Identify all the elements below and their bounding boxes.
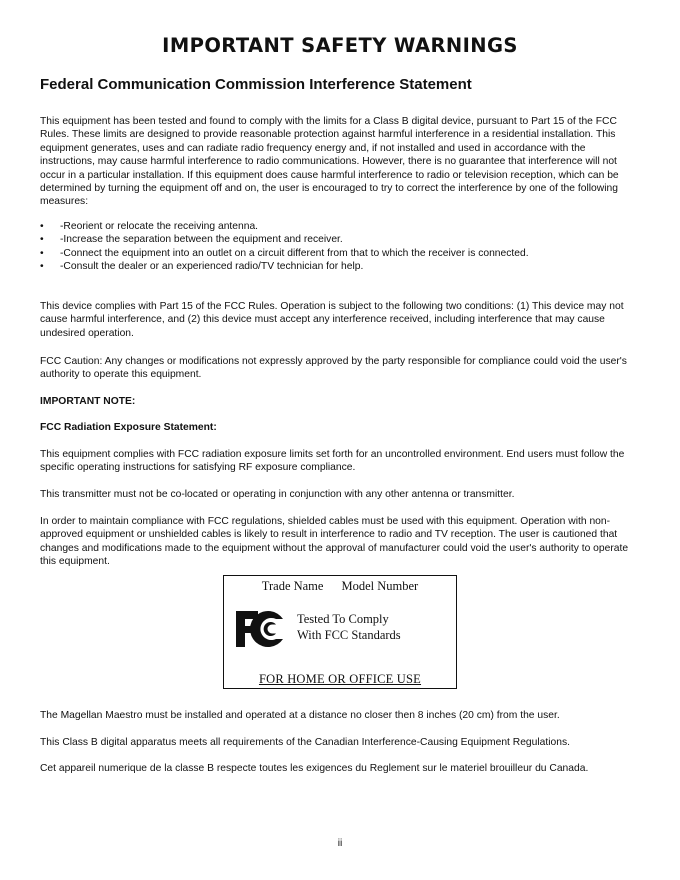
list-item [40, 233, 640, 246]
page-title: IMPORTANT SAFETY WARNINGS [162, 34, 518, 57]
important-note-heading: IMPORTANT NOTE: [40, 396, 136, 407]
paragraph-fcc-caution: FCC Caution: Any changes or modifications not expressly approved by the party responsible for compliance could void the user's authority to operate this equipment. [40, 356, 627, 381]
tested-line-2: With FCC Standards [297, 628, 401, 642]
fcc-tested-statement [297, 611, 401, 643]
list-item [40, 220, 640, 233]
bullet-icon: • [40, 221, 44, 232]
model-number-label: Model Number [341, 579, 419, 593]
list-item-text: -Connect the equipment into an outlet on a circuit different from that to which the receiver is connected. [60, 247, 529, 259]
fcc-logo-icon [236, 609, 284, 649]
fcc-logo-mark [236, 611, 283, 647]
paragraph-colocation: This transmitter must not be co-located or operating in conjunction with any other antenna or transmitter. [40, 489, 515, 500]
list-item [40, 247, 640, 260]
paragraph-shielded-cables: In order to maintain compliance with FCC regulations, shielded cables must be used with this equipment. Operation with non-approved equipment or unshielded cables is likely to result in interference to radio and TV reception. The user is cautioned that changes and modifications made to the equipment without the approval of manufacturer could void the user's authority to operate this equipment. [40, 516, 629, 568]
page-number: ii [337, 838, 343, 849]
trade-name-label: Trade Name [261, 579, 324, 593]
bullet-icon: • [40, 234, 44, 246]
paragraph-canada-french: Cet appareil numerique de la classe B respecte toutes les exigences du Reglement sur le materiel brouilleur du Canada. [40, 763, 589, 774]
list-item [40, 260, 640, 273]
paragraph-distance: The Magellan Maestro must be installed and operated at a distance no closer then 8 inches (20 cm) from the user. [40, 710, 560, 721]
bullet-icon: • [40, 247, 44, 259]
bullet-icon: • [40, 261, 44, 273]
measures-list [40, 220, 640, 274]
list-item-text: -Consult the dealer or an experienced radio/TV technician for help. [60, 261, 364, 273]
home-office-use-label: FOR HOME OR OFFICE USE [258, 672, 422, 686]
paragraph-radiation-exposure: This equipment complies with FCC radiation exposure limits set forth for an uncontrolled environment. End users must follow the specific operating instructions for satisfying RF exposure compliance. [40, 449, 625, 474]
fcc-compliance-label [223, 575, 457, 689]
fcc-label-header [224, 579, 456, 594]
section-heading-fcc-interference: Federal Communication Commission Interference Statement [40, 76, 472, 93]
list-item-text: -Increase the separation between the equipment and receiver. [60, 234, 343, 246]
paragraph-part15: This device complies with Part 15 of the FCC Rules. Operation is subject to the following two conditions: (1) This device may not cause harmful interference, and (2) this device must accept any interference received, including interference that may cause undesired operation. [40, 301, 624, 339]
tested-line-1: Tested To Comply [297, 612, 389, 626]
radiation-exposure-heading: FCC Radiation Exposure Statement: [40, 422, 217, 433]
paragraph-intro: This equipment has been tested and found to comply with the limits for a Class B digital device, pursuant to Part 15 of the FCC Rules. These limits are designed to provide reasonable protection against harmful interference in a residential installation. This equipment generates, uses and can radiate radio frequency energy and, if not installed and used in accordance with the instructions, may cause harmful interference to radio communications. However, there is no guarantee that interference will not occur in a particular installation. If this equipment does cause harmful interference to radio or television reception, which can be determined by turning the equipment off and on, the user is encouraged to try to correct the interference by one of the following measures: [40, 116, 619, 208]
list-item-text: -Reorient or relocate the receiving antenna. [60, 221, 259, 232]
paragraph-canada-english: This Class B digital apparatus meets all requirements of the Canadian Interference-Causing Equipment Regulations. [40, 737, 571, 748]
